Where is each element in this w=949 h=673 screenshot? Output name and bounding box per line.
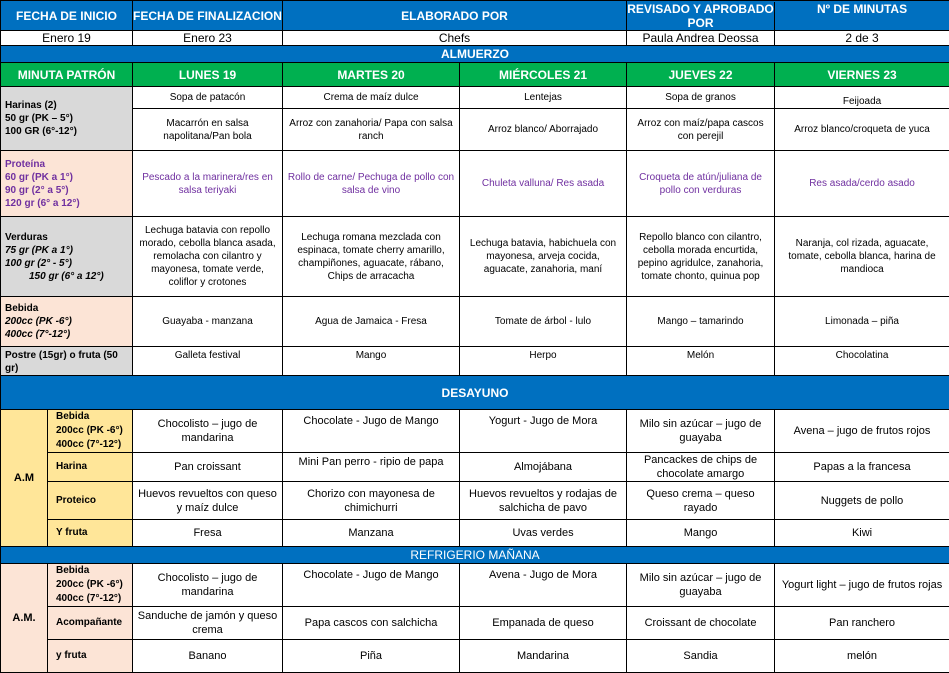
proteina-line2: 90 gr (2° a 5°) [5,184,69,196]
refrigerio-fruta-jueves: Sandia [627,640,775,673]
desayuno-bebida-line1: 200cc (PK -6°) [56,425,123,436]
verduras-line3: 150 gr (6° a 12°) [29,270,104,282]
desayuno-bebida-label [48,410,133,453]
desayuno-bebida-lunes: Chocolisto – jugo de mandarina [133,410,283,453]
verduras-jueves: Repollo blanco con cilantro, cebolla morada encurtida, pepino agridulce, zanahoria, tomate chonto, quinua pop [627,217,775,297]
refrigerio-bebida-viernes: Yogurt light – jugo de frutos rojas [775,564,949,607]
harinas-seco-jueves: Arroz con maíz/papa cascos con perejil [627,109,775,151]
desayuno-proteico-martes: Chorizo con mayonesa de chimichurri [283,482,460,520]
desayuno-bebida-jueves: Milo sin azúcar – jugo de guayaba [627,410,775,453]
refrigerio-fruta-row [1,640,949,673]
refrigerio-section-row [1,547,949,564]
refrigerio-bebida-lunes: Chocolisto – jugo de mandarina [133,564,283,607]
bebida-line1: 200cc (PK -6°) [5,316,72,327]
verduras-lunes: Lechuga batavia con repollo morado, cebolla blanca asada, remolacha con cilantro y mayonesa, tomate verde, coliflor y crotones [133,217,283,297]
header-row [1,1,949,31]
refrigerio-bebida-title: Bebida [56,565,90,576]
refrigerio-bebida-label [48,564,133,607]
desayuno-proteico-viernes: Nuggets de pollo [775,482,949,520]
postre-martes: Mango [283,347,460,376]
desayuno-title: DESAYUNO [1,376,949,410]
refrigerio-acomp-miercoles: Empanada de queso [460,607,627,640]
desayuno-fruta-row [1,520,949,547]
harinas-seco-lunes: Macarrón en salsa napolitana/Pan bola [133,109,283,151]
desayuno-fruta-viernes: Kiwi [775,520,949,547]
proteina-martes: Rollo de carne/ Pechuga de pollo con salsa de vino [283,151,460,217]
verduras-line2: 100 gr (2° - 5°) [5,257,72,269]
refrigerio-bebida-jueves: Milo sin azúcar – jugo de guayaba [627,564,775,607]
proteina-label [1,151,133,217]
revisado-cell [627,31,949,46]
desayuno-proteico-row [1,482,949,520]
bebida-title: Bebida [5,303,39,314]
harinas-seco-row [1,109,949,151]
verduras-martes: Lechuga romana mezclada con espinaca, tomate cherry amarillo, champiñones, aguacate, rábano, Chips de arracacha [283,217,460,297]
desayuno-harina-jueves: Pancackes de chips de chocolate amargo [627,453,775,482]
refrigerio-acomp-viernes: Pan ranchero [775,607,949,640]
day-lunes: LUNES 19 [133,63,283,87]
desayuno-fruta-label: Y fruta [48,520,133,547]
verduras-title: Verduras [5,231,48,243]
proteina-line1: 60 gr (PK a 1°) [5,171,73,183]
verduras-miercoles: Lechuga batavia, habichuela con mayonesa, arveja cocida, aguacate, zanahoria, maní [460,217,627,297]
desayuno-proteico-lunes: Huevos revueltos con queso y maíz dulce [133,482,283,520]
desayuno-group: A.M [1,410,48,547]
revisado-label [627,1,949,31]
info-row [1,31,949,46]
bebida-label [1,297,133,347]
desayuno-harina-lunes: Pan croissant [133,453,283,482]
proteina-viernes: Res asada/cerdo asado [775,151,949,217]
verduras-line1: 75 gr (PK a 1°) [5,244,73,256]
fecha-inicio-label: FECHA DE INICIO [1,1,133,31]
desayuno-fruta-miercoles: Uvas verdes [460,520,627,547]
refrigerio-acomp-jueves: Croissant de chocolate [627,607,775,640]
elaborado-value: Chefs [283,31,627,46]
refrigerio-fruta-martes: Piña [283,640,460,673]
desayuno-harina-martes: Mini Pan perro - ripio de papa [283,453,460,482]
desayuno-fruta-jueves: Mango [627,520,775,547]
desayuno-proteico-miercoles: Huevos revueltos y rodajas de salchicha de pavo [460,482,627,520]
day-viernes: VIERNES 23 [775,63,949,87]
verduras-label [1,217,133,297]
refrigerio-bebida-row [1,564,949,607]
desayuno-bebida-title: Bebida [56,411,90,422]
minuta-patron-label: MINUTA PATRÓN [1,63,133,87]
harinas-sopa-lunes: Sopa de patacón [133,87,283,109]
fecha-inicio: Enero 19 [1,31,133,46]
proteina-lunes: Pescado a la marinera/res en salsa teriyaki [133,151,283,217]
refrigerio-bebida-martes: Chocolate - Jugo de Mango [283,564,460,607]
harinas-title: Harinas (2) [5,100,57,111]
harinas-sopa-viernes: Feijoada [775,87,949,109]
refrigerio-fruta-viernes: melón [775,640,949,673]
harinas-line1: 50 gr (PK – 5°) [5,113,73,124]
desayuno-bebida-miercoles: Yogurt - Jugo de Mora [460,410,627,453]
proteina-jueves: Croqueta de atún/juliana de pollo con verduras [627,151,775,217]
refrigerio-bebida-miercoles: Avena - Jugo de Mora [460,564,627,607]
postre-label: Postre (15gr) o fruta (50 gr) [1,347,133,376]
bebida-lunes: Guayaba - manzana [133,297,283,347]
harinas-sopa-jueves: Sopa de granos [627,87,775,109]
desayuno-bebida-line2: 400cc (7°-12°) [56,439,122,450]
proteina-line3: 120 gr (6° a 12°) [5,197,80,209]
bebida-miercoles: Tomate de árbol - lulo [460,297,627,347]
days-row [1,63,949,87]
refrigerio-fruta-miercoles: Mandarina [460,640,627,673]
postre-miercoles: Herpo [460,347,627,376]
postre-jueves: Melón [627,347,775,376]
verduras-viernes: Naranja, col rizada, aguacate, tomate, cebolla blanca, harina de mandioca [775,217,949,297]
postre-lunes: Galleta festival [133,347,283,376]
day-miercoles: MIÉRCOLES 21 [460,63,627,87]
almuerzo-section-row [1,46,949,63]
revisado-value: Paula Andrea Deossa [627,31,775,45]
harinas-seco-miercoles: Arroz blanco/ Aborrajado [460,109,627,151]
desayuno-bebida-martes: Chocolate - Jugo de Mango [283,410,460,453]
fecha-final-label: FECHA DE FINALIZACION [133,1,283,31]
minutas-label: Nº DE MINUTAS [816,1,908,16]
refrigerio-fruta-label: y fruta [48,640,133,673]
bebida-jueves: Mango – tamarindo [627,297,775,347]
desayuno-section-row [1,376,949,410]
harinas-seco-viernes: Arroz blanco/croqueta de yuca [775,109,949,151]
proteina-row [1,151,949,217]
harinas-label [1,87,133,151]
harinas-sopa-martes: Crema de maíz dulce [283,87,460,109]
revisado-text: REVISADO Y APROBADO POR [627,1,774,30]
refrigerio-bebida-line2: 400cc (7°-12°) [56,593,122,604]
harinas-sopa-row [1,87,949,109]
desayuno-bebida-row [1,410,949,453]
postre-viernes: Chocolatina [775,347,949,376]
desayuno-harina-miercoles: Almojábana [460,453,627,482]
postre-row [1,347,949,376]
desayuno-fruta-lunes: Fresa [133,520,283,547]
refrigerio-acomp-label: Acompañante [48,607,133,640]
refrigerio-title: REFRIGERIO MAÑANA [1,547,949,564]
bebida-row [1,297,949,347]
harinas-line2: 100 GR (6°-12°) [5,126,77,137]
refrigerio-acomp-row [1,607,949,640]
proteina-title: Proteína [5,158,46,170]
day-martes: MARTES 20 [283,63,460,87]
bebida-martes: Agua de Jamaica - Fresa [283,297,460,347]
refrigerio-fruta-lunes: Banano [133,640,283,673]
verduras-row [1,217,949,297]
desayuno-harina-label: Harina [48,453,133,482]
desayuno-harina-viernes: Papas a la francesa [775,453,949,482]
desayuno-bebida-viernes: Avena – jugo de frutos rojos [775,410,949,453]
refrigerio-bebida-line1: 200cc (PK -6°) [56,579,123,590]
bebida-viernes: Limonada – piña [775,297,949,347]
bebida-line2: 400cc (7°-12°) [5,329,71,340]
desayuno-harina-row [1,453,949,482]
minutas-value: 2 de 3 [845,31,879,45]
harinas-sopa-miercoles: Lentejas [460,87,627,109]
refrigerio-acomp-lunes: Sanduche de jamón y queso crema [133,607,283,640]
desayuno-proteico-label: Proteico [48,482,133,520]
desayuno-fruta-martes: Manzana [283,520,460,547]
elaborado-label: ELABORADO POR [283,1,627,31]
fecha-final: Enero 23 [133,31,283,46]
harinas-seco-martes: Arroz con zanahoria/ Papa con salsa ranch [283,109,460,151]
desayuno-proteico-jueves: Queso crema – queso rayado [627,482,775,520]
refrigerio-acomp-martes: Papa cascos con salchicha [283,607,460,640]
proteina-miercoles: Chuleta valluna/ Res asada [460,151,627,217]
almuerzo-title: ALMUERZO [1,46,949,63]
day-jueves: JUEVES 22 [627,63,775,87]
refrigerio-group: A.M. [1,564,48,673]
